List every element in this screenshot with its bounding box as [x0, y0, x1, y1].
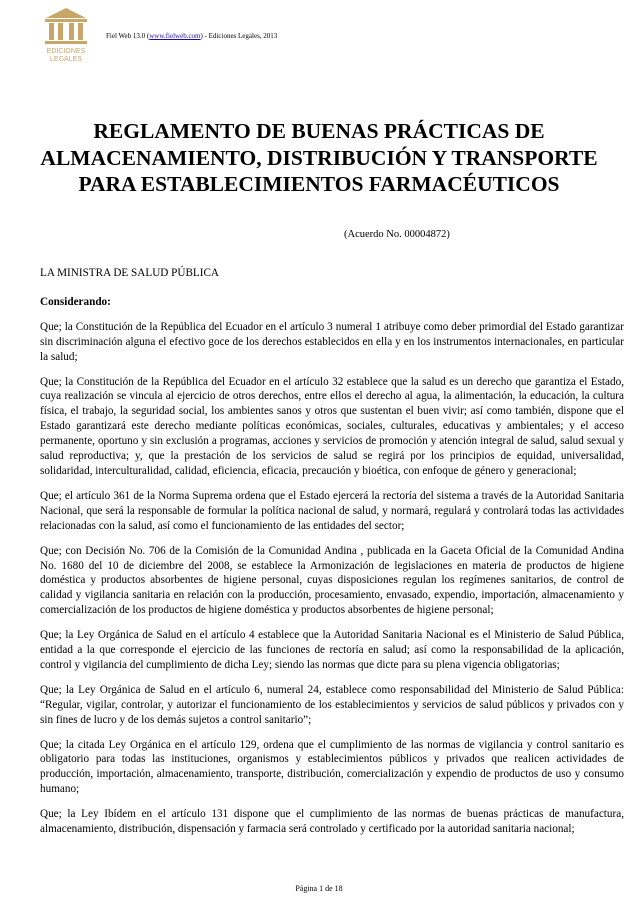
svg-text:LEGALES: LEGALES: [50, 56, 82, 63]
document-subtitle: (Acuerdo No. 00004872): [344, 229, 450, 240]
fielweb-link[interactable]: www.fielweb.com: [149, 32, 201, 40]
paragraph: Que; la Ley Orgánica de Salud en el artículo 6, numeral 24, establece como responsabilidad del Ministerio de Salud Pública: “Regular, vigilar, controlar, y autorizar el funcionamiento de los establecimientos y servicios de salud públicos y privados con y sin fines de lucro y de los demás sujetos a control sanitario”;: [40, 683, 624, 726]
paragraph: Que; la Ley Ibídem en el artículo 131 dispone que el cumplimiento de las normas de buenas prácticas de manufactura, almacenamiento, distribución, dispensación y farmacia será controlado y certificado por la autoridad sanitaria nacional;: [40, 808, 624, 836]
authority-line: LA MINISTRA DE SALUD PÚBLICA: [40, 267, 220, 279]
header-prefix: Fiel Web 13.0 (: [106, 32, 150, 40]
paragraph: Que; la Constitución de la República del Ecuador en el artículo 32 establece que la salud es un derecho que garantiza el Estado, cuya realización se vincula al ejercicio de otros derechos, entre ellos el derecho al agua, la alimentación, la educación, la cultura física, el trabajo, la seguridad social, los ambientes sanos y otros que sustentan el buen vivir; así como también, dispone que el Estado garantizará este derecho mediante políticas económicas, sociales, culturales, educativas y ambientales; y el acceso permanente, oportuno y sin exclusión a programas, acciones y servicios de promoción y atención integral de salud, salud sexual y salud reproductiva; y, que la prestación de los servicios de salud se regirá por los principios de equidad, universalidad, solidaridad, interculturalidad, calidad, eficiencia, eficacia, precaución y bioética, con enfoque de género y generacional;: [40, 375, 624, 477]
pillars-logo-icon: [40, 4, 92, 66]
paragraph: Que; la Ley Orgánica de Salud en el artículo 4 establece que la Autoridad Sanitaria Nacional es el Ministerio de Salud Pública, entidad a la que corresponde el ejercicio de las funciones de rectoría en salud; así como la responsabilidad de la aplicación, control y vigilancia del cumplimiento de dicha Ley; siendo las normas que dicte para su plena vigencia obligatorias;: [40, 629, 624, 671]
paragraph: Que; el artículo 361 de la Norma Suprema ordena que el Estado ejercerá la rectoría del sistema a través de la Autoridad Sanitaria Nacional, que será la responsable de formular la política nacional de salud, y normará, regulará y controlará todas las actividades relacionadas con la salud, así como el funcionamiento de las entidades del sector;: [40, 489, 624, 532]
paragraph: Que; con Decisión No. 706 de la Comisión de la Comunidad Andina , publicada en la Gaceta Oficial de la Comunidad Andina No. 1680 del 10 de diciembre del 2008, se establece la Armonización de legislaciones en materia de productos de higiene doméstica y productos absorbentes de higiene personal, cuyas disposiciones regulan los regímenes sanitarios, de control de calidad y vigilancia sanitaria en relación con la producción, procesamiento, envasado, expendio, importación, almacenamiento y comercialización de los productos de higiene doméstica y productos absorbentes de higiene personal;: [40, 544, 624, 617]
document-body: [40, 266, 624, 847]
considering-heading: Considerando:: [40, 295, 111, 308]
paragraph: Que; la citada Ley Orgánica en el artículo 129, ordena que el cumplimiento de las normas de vigilancia y control sanitario es obligatorio para todas las instituciones, organismos y establecimientos públicos y privados que realicen actividades de producción, importación, almacenamiento, transporte, distribución, comercialización y expendio de productos de uso y consumo humano;: [40, 738, 624, 796]
document-title: REGLAMENTO DE BUENAS PRÁCTICAS DE ALMACENAMIENTO, DISTRIBUCIÓN Y TRANSPORTE PARA ESTABLECIMIENTOS FARMACÉUTICOS: [40, 119, 598, 196]
page-number: Página 1 de 18: [295, 884, 343, 893]
header-suffix: ) - Ediciones Legales, 2013: [200, 32, 278, 40]
svg-text:EDICIONES: EDICIONES: [46, 48, 86, 55]
ediciones-legales-logo: [40, 4, 92, 66]
paragraph: Que; la Constitución de la República del Ecuador en el artículo 3 numeral 1 atribuye como deber primordial del Estado garantizar sin discriminación alguna el efectivo goce de los derechos establecidos en ella y en los instrumentos internacionales, en particular la salud;: [40, 320, 624, 363]
header-source-line: [106, 32, 277, 40]
